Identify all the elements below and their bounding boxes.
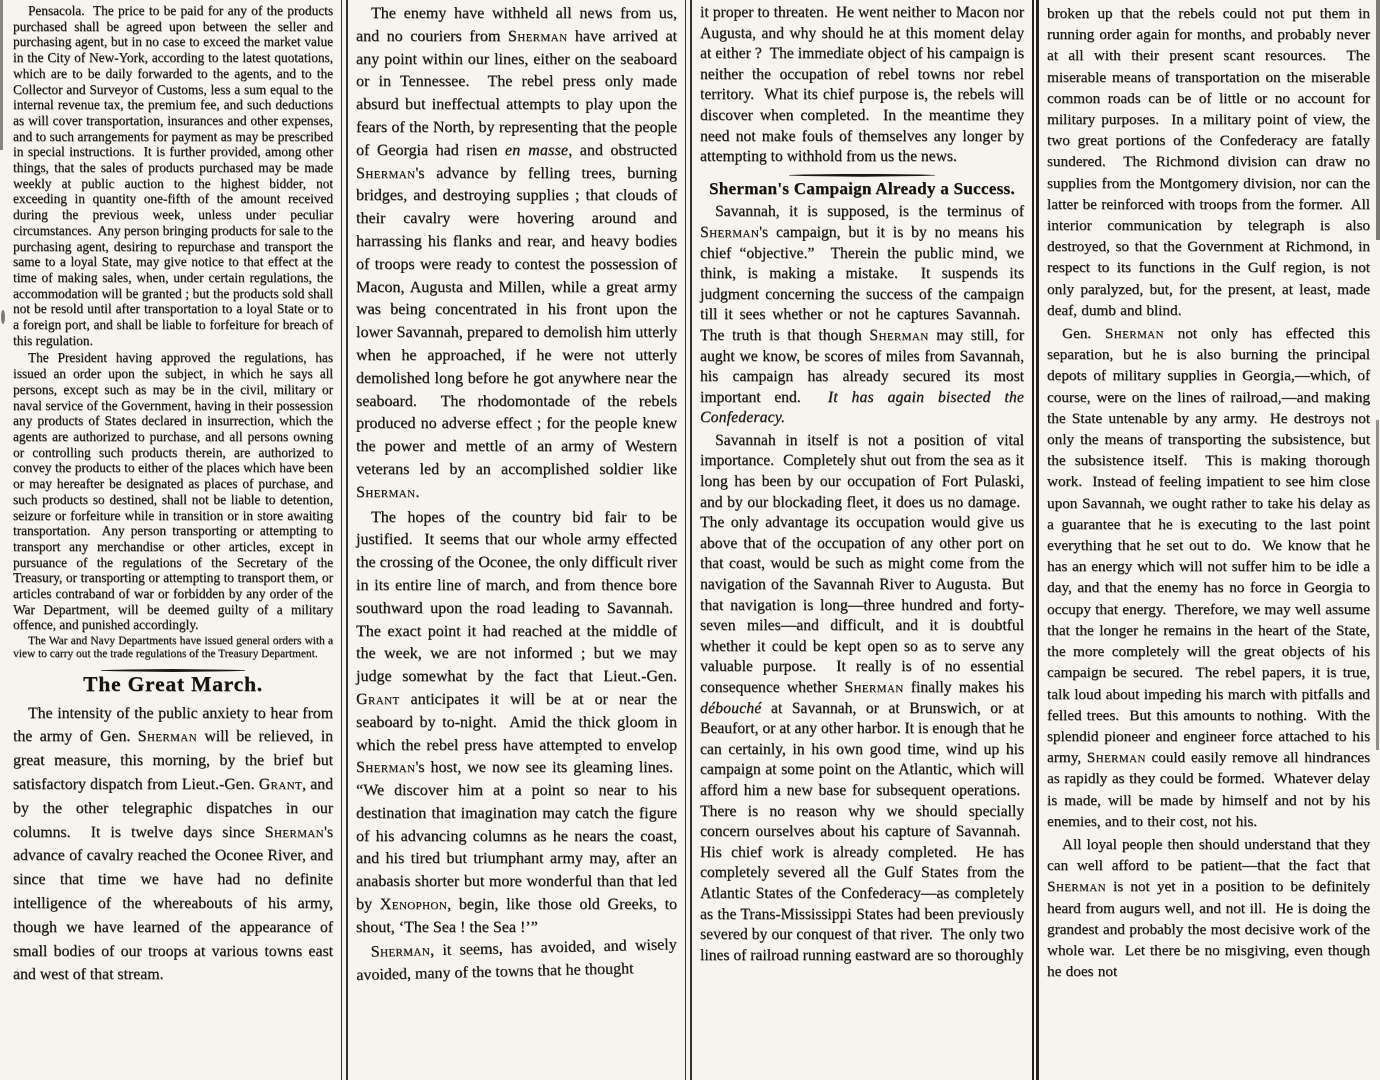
tapered-rule	[789, 174, 935, 177]
paragraph: Gen. Sherman not only has effected this separation, but he is also burning the principal depots of military supplies in Georgia,—which, of course, were on the lines of railroad,—and making the State untenable by any army. He destroys not only the means of transporting the subsistence, but the subsistence itself. This is making thorough work. Instead of feeling impatient to see him close upon Savannah, we ought rather to take his delay as a guarantee that he is executing to the last point everything that he set out to do. We know that he has an energy which will not suffer him to be idle a day, and that the enemy has no force in Georgia to occupy that energy. Therefore, we may well assume that the longer he remains in the heart of the State, the more completely will the great objects of his campaign be secured. The rebel papers, it is true, talk loud about impeding his march with pitfalls and felled trees. But this amounts to nothing. With the splendid pioneer and engineer force attached to his army, Sherman could easily remove all hindrances as rapidly as they could be formed. Whatever delay is made, will be made by himself and not by his enemies, and to their cost, not his.	[1047, 325, 1371, 830]
paragraph: Pensacola. The price to be paid for any of the products purchased shall be agreed upon between the seller and purchasing agent, but in no case to exceed the market value in the City of New-York, according to the latest quotations, which are to be daily forwarded to the agents, and to the Collector and Surveyor of Customs, less a sum equal to the internal revenue tax, the premium fee, and such deductions as will cover transportation, insurances and other expenses, and to such arrangements for payment as may be prescribed in special instructions. It is further provided, among other things, that the sales of products purchased may be made weekly at public auction to the highest bidder, not exceeding in quantity one-fifth of the amount received during the previous week, unless under peculiar circumstances. Any person bringing products for sale to the purchasing agent, desiring to repurchase and transport the same to a loyal State, may give notice to that effect at the time of making sales, when, under certain regulations, the accommodation will be granted ; but the products sold shall not be resold until after transportation to a loyal State or to a foreign port, and shall be liable to forfeiture for breach of this regulation.	[13, 3, 333, 348]
column-rule	[1032, 0, 1039, 1080]
paragraph: it proper to threaten. He went neither to Macon nor Augusta, and why should he at this moment delay at either ? The immediate object of his campaign is neither the occupation of rebel towns nor rebel territory. What its chief purpose is, the rebels will discover when completed. In the meantime they need not make fouls of themselves any longer by attempting to withhold from us the news.	[700, 4, 1024, 166]
paragraph: The intensity of the public anxiety to hear from the army of Gen. Sherman will be relieved, in great measure, this morning, by the brief but satisfactory dispatch from Lieut.-Gen. Grant, and by the other telegraphic dispatches in our columns. It is twelve days since Sherman's advance of cavalry reached the Oconee River, and since that time we have had no definite intelligence of the whereabouts of his army, though we have learned of the appearance of small bodies of our troops at various towns east and west of that stream.	[13, 704, 334, 984]
column-rule	[341, 0, 348, 1080]
paragraph: Sherman, it seems, has avoided, and wisely avoided, many of the towns that he thought	[356, 935, 677, 984]
paragraph: Savannah in itself is not a position of vital importance. Completely shut out from the sea as it long has been by our occupation of Fort Pulaski, and by our blockading fleet, it does us no damage. The only advantage its occupation would give us above that of the occupation of any other port on that coast, would be such as might come from the navigation of the Savannah River to Augusta. But that navigation is long—three hundred and forty-seven miles—and difficult, and it is doubtful whether it could be kept open so as to serve any valuable purpose. It really is of no essential consequence whether Sherman finally makes his débouché at Savannah, or at Brunswich, or at Beaufort, or at any other harbor. It is enough that he can certainly, in his own good time, wind up his campaign at some point on the Atlantic, which will afford him a new base for subsequent operations. There is no reason why we should specially concern ourselves about his capture of Savannah. His chief work is already completed. He has completely severed all the Gulf States from the Atlantic States of the Confederacy—as completely as the Trans-Mississippi States had been previously severed by our conquest of that river. The only two lines of railroad running eastward are so thoroughly	[700, 431, 1024, 964]
paragraph: All loyal people then should understand that they can well afford to be patient—that the fact that Sherman is not yet in a position to be definitely heard from augurs well, and not ill. He is doing the grandest and probably the most decisive work of the whole war. Let there be no misgiving, even though he does not	[1047, 835, 1370, 981]
column-3	[692, 0, 1032, 1080]
paragraph: The War and Navy Departments have issued general orders with a view to carry out the trade regulations of the Treasury Department.	[13, 635, 333, 660]
column-2	[348, 0, 685, 1080]
paragraph: The enemy have withheld all news from us, and no couriers from Sherman have arrived at any point within our lines, either on the seaboard or in Tennessee. The rebel press only made absurd but ineffectual attempts to play upon the fears of the North, by representing that the people of Georgia had risen en masse, and obstructed Sherman's advance by felling trees, burning bridges, and destroying supplies ; that clouds of their cavalry were hovering around and harrassing his flanks and rear, and heavy bodies of troops were ready to contest the possession of Macon, Augusta and Millen, while a great army was being concentrated in his front upon the lower Savannah, prepared to demolish him utterly when he approached, if he were not utterly demolished long before he got anywhere near the seaboard. The rhodomontade of the rebels produced no adverse effect ; for the people knew the power and mettle of an army of Western veterans led by an accomplished soldier like Sherman.	[356, 5, 678, 501]
column-rule	[685, 0, 692, 1080]
column-1	[5, 0, 341, 1080]
article-heading: Sherman's Campaign Already a Success.	[709, 178, 1015, 198]
paragraph: The hopes of the country bid fair to be justified. It seems that our whole army effected the crossing of the Oconee, the only difficult river in its entire line of march, and from thence bore southward upon the road leading to Savannah. The exact point it had reached at the middle of the week, we are not informed ; but we may judge somewhat by the fact that Lieut.-Gen. Grant anticipates it will be at or near the seaboard by to-night. Amid the thick gloom in which the rebel press have attempted to envelop Sherman's host, we now see its gleaming lines. “We discover him at a point so near to his destination that imagination may catch the figure of his advancing columns as he nears the coast, and his tired but triumphant army may, after an anabasis shorter but more wonderful than that led by Xenophon, begin, like those old Greeks, to shout, ‘The Sea ! the Sea !’”	[356, 508, 678, 936]
article-heading: The Great March.	[83, 671, 263, 696]
paragraph: The President having approved the regulations, has issued an order upon the subject, in which he says all persons, except such as may be in the civil, military or naval service of the Government, having in their possession any products of States declared in insurrection, which the agents are authorized to purchase, and all persons owning or controlling such products therein, are authorized to convey the products to either of the places which have been or may hereafter be designated as places of purchase, and such products so destined, shall not be liable to detention, seizure or forfeiture while in transition or in store awaiting transportation. Any person transporting or attempting to transport any merchandise or other articles, except in pursuance of the regulations of the Secretary of the Treasury, or transporting or attempting to transport them, or articles contraband of war or forbidden by any order of the War Department, will be deemed guilty of a military offence, and punished accordingly.	[13, 350, 333, 633]
column-4	[1039, 0, 1378, 1080]
paragraph: Savannah, it is supposed, is the terminus of Sherman's campaign, but it is by no means his chief “objective.” Therein the public mind, we think, is making a mistake. It suspends its judgment concerning the success of the campaign till it sees whether or not he captures Savannah. The truth is that though Sherman may still, for aught we know, be scores of miles from Savannah, his campaign has already secured its most important end. It has again bisected the Confederacy.	[700, 203, 1024, 427]
paragraph: broken up that the rebels could not put them in running order again for months, and probably never at all with their present scant resources. The miserable means of transportation on the miserable common roads can be of little or no account for military purposes. In a military point of view, the two great portions of the Confederacy are fatally sundered. The Richmond division can draw no supplies from the Montgomery division, nor can the latter be reinforced with troops from the former. All interior communication by telegraph is also destroyed, so that the Government at Richmond, in respect to its functions in the Gulf region, is not only paralyzed, but, for the present, at least, made deaf, dumb and blind.	[1047, 5, 1370, 319]
